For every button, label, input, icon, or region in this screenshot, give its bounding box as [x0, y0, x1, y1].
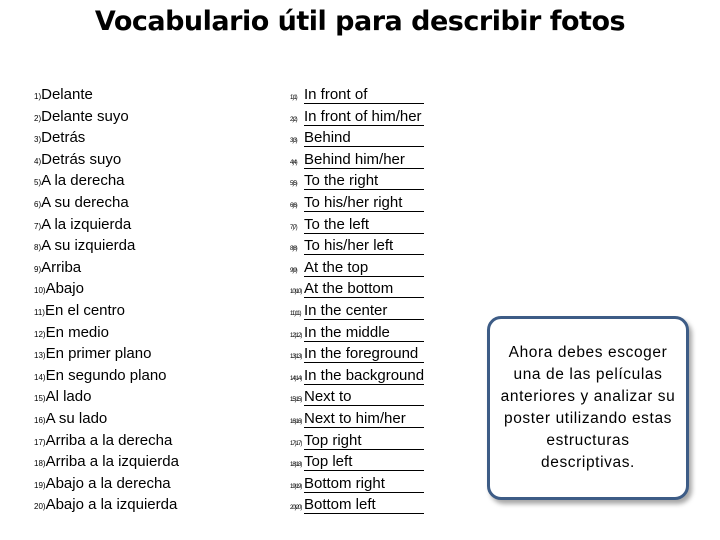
- item-number: 2)2): [290, 116, 297, 123]
- item-number: 1): [34, 92, 42, 101]
- item-text: Next to: [304, 387, 424, 406]
- item-text: To the left: [304, 215, 424, 234]
- english-list-item: [290, 451, 424, 473]
- spanish-list-item: [34, 214, 179, 236]
- english-list-item: [290, 343, 424, 365]
- english-list-item: [290, 84, 424, 106]
- item-text: A su izquierda: [41, 237, 136, 255]
- item-number: 12)12): [290, 332, 302, 339]
- item-number: 17): [34, 437, 46, 447]
- item-number: 19)19): [290, 483, 302, 490]
- item-text: En segundo plano: [45, 366, 167, 384]
- english-list-item: [290, 149, 424, 171]
- item-number: 17)17): [290, 440, 302, 447]
- item-text: Arriba a la izquierda: [45, 453, 179, 471]
- spanish-list-item: [34, 365, 179, 387]
- item-text: In the middle: [304, 323, 424, 342]
- page-title: Vocabulario útil para describir fotos: [94, 6, 626, 37]
- item-text: Behind: [304, 128, 424, 147]
- english-list-item: [290, 170, 424, 192]
- spanish-list-item: [34, 451, 179, 473]
- item-text: In the foreground: [304, 344, 424, 363]
- item-number: 18): [34, 459, 46, 469]
- item-number: 13): [34, 351, 46, 361]
- english-list-item: [290, 365, 424, 387]
- item-text: Behind him/her: [304, 150, 424, 169]
- spanish-list-item: [34, 386, 179, 408]
- spanish-list-item: [34, 473, 179, 495]
- item-text: A la izquierda: [41, 215, 132, 233]
- item-text: In the background: [304, 366, 425, 384]
- english-list-item: [290, 106, 424, 128]
- item-number: 8)8): [290, 246, 297, 253]
- item-text: Abajo: [45, 280, 84, 298]
- english-list-item: [290, 322, 424, 344]
- spanish-list-item: [34, 149, 179, 171]
- item-number: 10): [34, 286, 46, 296]
- spanish-list-item: [34, 494, 179, 516]
- item-text: En el centro: [44, 301, 126, 319]
- item-text: Delante suyo: [41, 107, 129, 125]
- spanish-list-item: [34, 343, 179, 365]
- spanish-list-item: [34, 408, 179, 430]
- item-text: Bottom left: [304, 495, 424, 514]
- item-number: 15)15): [290, 397, 302, 404]
- item-text: Abajo a la derecha: [45, 474, 171, 492]
- english-list-item: [290, 214, 424, 236]
- item-text: To his/her right: [304, 193, 424, 212]
- english-list-item: [290, 494, 424, 516]
- item-number: 6)6): [290, 202, 297, 209]
- item-number: 1)1): [290, 95, 297, 101]
- item-text: A su lado: [45, 409, 108, 427]
- item-number: 13)13): [290, 354, 302, 361]
- item-number: 9): [34, 264, 42, 274]
- item-number: 5)5): [290, 181, 297, 188]
- item-number: 11): [34, 307, 45, 317]
- instruction-callout: [487, 316, 689, 500]
- item-text: Al lado: [45, 388, 92, 406]
- item-text: In front of: [304, 85, 424, 104]
- item-text: Bottom right: [304, 474, 424, 493]
- item-number: 16)16): [290, 418, 302, 425]
- item-text: A su derecha: [41, 193, 129, 211]
- spanish-list-item: [34, 235, 179, 257]
- item-text: Next to him/her: [304, 409, 424, 428]
- spanish-list-item: [34, 257, 179, 279]
- item-number: 16): [34, 415, 46, 425]
- spanish-list-item: [34, 192, 179, 214]
- instruction-text: Ahora debes escoger una de las películas anteriores y analizar su poster utilizando estas estructuras descriptivas.: [500, 344, 676, 471]
- spanish-vocabulary-list: [34, 84, 179, 516]
- item-number: 2): [34, 113, 42, 123]
- item-text: At the bottom: [304, 279, 424, 298]
- english-list-item: [290, 192, 424, 214]
- item-text: En medio: [45, 323, 109, 341]
- spanish-list-item: [34, 300, 179, 322]
- item-number: 10)10): [290, 289, 302, 296]
- english-list-item: [290, 127, 424, 149]
- english-translation-list: [290, 84, 424, 516]
- item-number: 9)9): [290, 267, 297, 274]
- item-text: Detrás suyo: [41, 150, 122, 168]
- item-number: 4)4): [290, 159, 297, 166]
- item-number: 15): [34, 394, 46, 404]
- item-text: Detrás: [41, 129, 86, 147]
- item-number: 12): [34, 329, 46, 339]
- item-number: 20): [34, 502, 46, 512]
- item-text: A la derecha: [41, 172, 125, 190]
- english-list-item: [290, 300, 424, 322]
- item-number: 20)20): [290, 505, 302, 512]
- english-list-item: [290, 473, 424, 495]
- item-text: To the right: [304, 171, 424, 190]
- item-text: En primer plano: [45, 345, 152, 363]
- spanish-list-item: [34, 430, 179, 452]
- spanish-list-item: [34, 322, 179, 344]
- item-number: 8): [34, 243, 42, 253]
- item-number: 14): [34, 372, 46, 382]
- item-number: 3): [34, 135, 42, 145]
- spanish-list-item: [34, 106, 179, 128]
- english-list-item: [290, 408, 424, 430]
- spanish-list-item: [34, 278, 179, 300]
- spanish-list-item: [34, 84, 179, 106]
- item-number: 6): [34, 199, 42, 209]
- english-list-item: [290, 430, 424, 452]
- item-number: 4): [34, 156, 42, 166]
- english-list-item: [290, 386, 424, 408]
- item-text: At the top: [304, 258, 424, 277]
- item-text: Top right: [304, 431, 424, 450]
- item-number: 11)11): [290, 310, 301, 317]
- spanish-list-item: [34, 170, 179, 192]
- item-text: Top left: [304, 452, 424, 471]
- item-number: 3)3): [290, 138, 297, 145]
- spanish-list-item: [34, 127, 179, 149]
- english-list-item: [290, 278, 424, 300]
- item-number: 19): [34, 480, 46, 490]
- item-number: 7): [34, 221, 42, 231]
- item-number: 7)7): [290, 224, 297, 231]
- item-number: 18)18): [290, 462, 302, 469]
- item-number: 5): [34, 178, 42, 188]
- item-number: 14)14): [290, 375, 302, 382]
- item-text: To his/her left: [304, 236, 424, 255]
- item-text: Arriba a la derecha: [45, 431, 173, 449]
- item-text: In the center: [304, 301, 424, 320]
- english-list-item: [290, 235, 424, 257]
- item-text: In front of him/her: [304, 107, 424, 126]
- item-text: Abajo a la izquierda: [45, 496, 178, 514]
- item-text: Delante: [41, 86, 93, 103]
- english-list-item: [290, 257, 424, 279]
- item-text: Arriba: [41, 258, 82, 276]
